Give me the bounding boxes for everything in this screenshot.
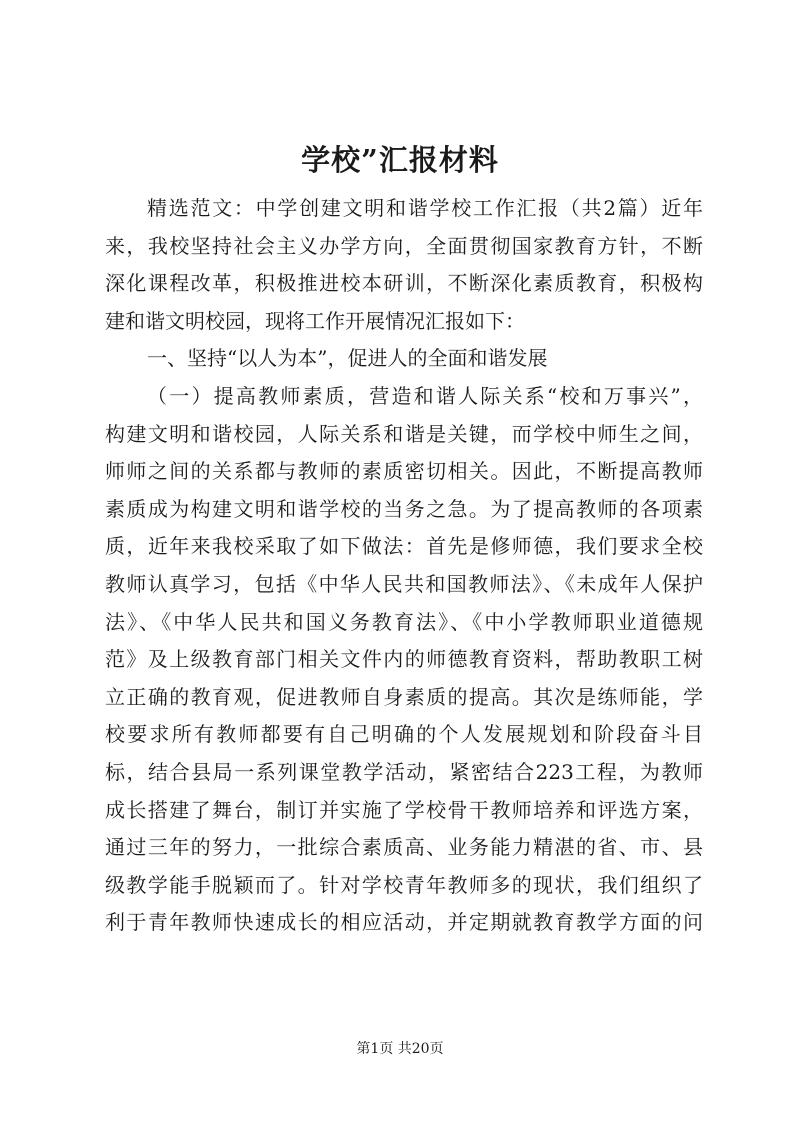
page-number-footer: 第1页 共20页 xyxy=(356,1041,444,1057)
text-line: （一）提高教师素质，营造和谐人际关系“校和万事兴”， xyxy=(147,383,703,408)
text-line: 教师认真学习，包括《中华人民共和国教师法》、《未成年人保护 xyxy=(105,571,703,596)
text-line: 素质成为构建文明和谐学校的当务之急。为了提高教师的各项素 xyxy=(105,496,703,521)
text-line: 通过三年的努力，一批综合素质高、业务能力精湛的省、市、县 xyxy=(105,835,703,860)
text-line: 精选范文：中学创建文明和谐学校工作汇报（共2篇）近年 xyxy=(147,196,703,220)
text-line: 级教学能手脱颖而了。针对学校青年教师多的现状，我们组织了 xyxy=(105,872,703,897)
text-line: 法》、《中华人民共和国义务教育法》、《中小学教师职业道德规 xyxy=(105,609,703,634)
text-line: 建和谐文明校园，现将工作开展情况汇报如下： xyxy=(105,308,525,333)
document-body xyxy=(105,190,703,942)
text-line: 构建文明和谐校园，人际关系和谐是关键，而学校中师生之间， xyxy=(105,421,703,446)
text-line: 利于青年教师快速成长的相应活动，并定期就教育教学方面的问 xyxy=(105,910,703,935)
text-line: 范》及上级教育部门相关文件内的师德教育资料，帮助教职工树 xyxy=(105,647,703,672)
text-line: 质，近年来我校采取了如下做法：首先是修师德，我们要求全校 xyxy=(105,534,703,559)
text-line: 师师之间的关系都与教师的素质密切相关。因此，不断提高教师 xyxy=(105,459,703,484)
text-line: 来，我校坚持社会主义办学方向，全面贯彻国家教育方针，不断 xyxy=(105,233,703,258)
text-line: 标，结合县局一系列课堂教学活动，紧密结合223工程，为教师 xyxy=(105,759,703,784)
text-line: 立正确的教育观，促进教师自身素质的提高。其次是练师能，学 xyxy=(105,684,703,709)
text-line: 深化课程改革，积极推进校本研训，不断深化素质教育，积极构 xyxy=(105,271,703,296)
text-line: 成长搭建了舞台，制订并实施了学校骨干教师培养和评选方案， xyxy=(105,797,703,822)
text-line: 校要求所有教师都要有自己明确的个人发展规划和阶段奋斗目 xyxy=(105,722,703,747)
document-title: 学校”汇报材料 xyxy=(301,143,499,177)
section-heading: 一、坚持“以人为本”，促进人的全面和谐发展 xyxy=(147,346,548,371)
